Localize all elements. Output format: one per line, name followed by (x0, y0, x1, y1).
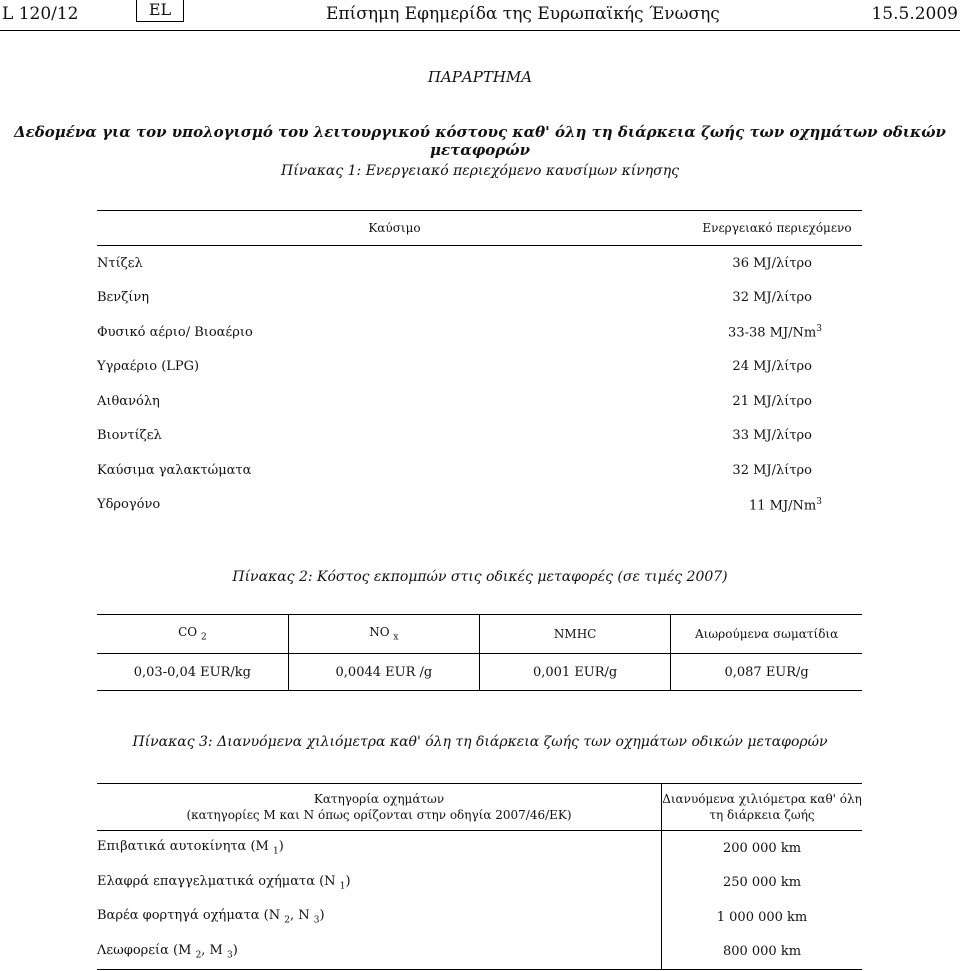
fuel-name: Φυσικό αέριο/ Βιοαέριο (97, 324, 253, 340)
cost-value: 0,03-0,04 EUR/kg (97, 654, 288, 691)
lifetime-km-value: 200 000 km (662, 831, 863, 866)
cost-value: 0,087 EUR/g (671, 654, 862, 691)
energy-value: 32 MJ/λίτρο (732, 462, 812, 478)
main-title: Δεδομένα για τον υπολογισμό του λειτουργικού κόστους καθ' όλη τη διάρκεια ζωής των οχημάτων οδικών μεταφορών (14, 123, 946, 159)
table-row (97, 419, 862, 454)
col-header-nmhc: NMHC (480, 615, 671, 654)
col-header-lifetime-km: Διανυόμενα χιλιόμετρα καθ' όλη τη διάρκεια ζωής (662, 784, 863, 831)
journal-title: Επίσημη Εφημερίδα της Ευρωπαϊκής Ένωσης (326, 4, 720, 24)
table-row (97, 900, 862, 935)
fuel-name: Υγραέριο (LPG) (97, 359, 200, 375)
table-row (97, 453, 862, 488)
table2-title: Πίνακας 2: Κόστος εκπομπών στις οδικές μεταφορές (σε τιμές 2007) (232, 569, 728, 585)
lifetime-km-value: 800 000 km (662, 935, 863, 970)
col-header-particulates: Αιωρούμενα σωματίδια (671, 615, 862, 654)
table-row (97, 281, 862, 316)
energy-value: 32 MJ/λίτρο (732, 290, 812, 306)
fuel-name: Ντίζελ (97, 255, 143, 271)
energy-value: 33-38 MJ/Nm$^3$ (728, 324, 822, 341)
language-badge: EL (136, 0, 184, 22)
table-row (97, 488, 862, 523)
table-row (97, 654, 862, 691)
fuel-name: Αιθανόλη (97, 393, 160, 409)
publication-date: 15.5.2009 (871, 4, 958, 24)
emission-cost-table (97, 614, 862, 691)
vehicle-category: Επιβατικά αυτοκίνητα (M $_1$) (97, 839, 284, 858)
annex-label: ΠΑΡΑΡΤΗΜΑ (427, 68, 533, 86)
lifetime-km-value: 1 000 000 km (662, 900, 863, 935)
energy-value: 21 MJ/λίτρο (732, 393, 812, 409)
energy-value: 24 MJ/λίτρο (732, 359, 812, 375)
vehicle-category: Λεωφορεία (M $_2$, M $_3$) (97, 935, 662, 970)
energy-value: 36 MJ/λίτρο (732, 255, 812, 271)
col-header-fuel: Καύσιμο (97, 211, 692, 246)
table-row (97, 315, 862, 350)
lifetime-mileage-table (97, 783, 862, 970)
vehicle-category: Ελαφρά επαγγελματικά οχήματα (N $_1$) (97, 873, 351, 892)
col-header-co2: CO $_2$ (97, 615, 288, 654)
fuel-name: Βιοντίζελ (97, 428, 162, 444)
energy-value: 33 MJ/λίτρο (732, 428, 812, 444)
cost-value: 0,001 EUR/g (480, 654, 671, 691)
table-row (97, 246, 862, 281)
page-header (0, 0, 960, 31)
table-row (97, 935, 862, 970)
table3-title: Πίνακας 3: Διανυόμενα χιλιόμετρα καθ' όλη τη διάρκεια ζωής των οχημάτων οδικών μεταφορών (132, 734, 828, 750)
col-header-nox: NO $_x$ (288, 615, 479, 654)
table-row (97, 831, 862, 866)
table-row (97, 350, 862, 385)
col-header-category: Κατηγορία οχημάτων (κατηγορίες M και N όπως ορίζονται στην οδηγία 2007/46/ΕΚ) (97, 784, 662, 831)
table-row (97, 384, 862, 419)
cost-value: 0,0044 EUR /g (288, 654, 479, 691)
vehicle-category: Βαρέα φορτηγά οχήματα (N $_2$, N $_3$) (97, 908, 325, 927)
page-number: L 120/12 (2, 4, 79, 24)
col-header-energy: Ενεργειακό περιεχόμενο (692, 211, 862, 246)
fuel-name: Βενζίνη (97, 290, 150, 306)
energy-value: 11 MJ/Nm$^3$ (748, 496, 822, 513)
table1-title: Πίνακας 1: Ενεργειακό περιεχόμενο καυσίμων κίνησης (281, 163, 679, 179)
lifetime-km-value: 250 000 km (662, 866, 863, 901)
fuel-name: Υδρογόνο (97, 497, 161, 513)
table-row (97, 866, 862, 901)
fuel-name: Καύσιμα γαλακτώματα (97, 462, 252, 478)
energy-content-table (97, 210, 862, 522)
